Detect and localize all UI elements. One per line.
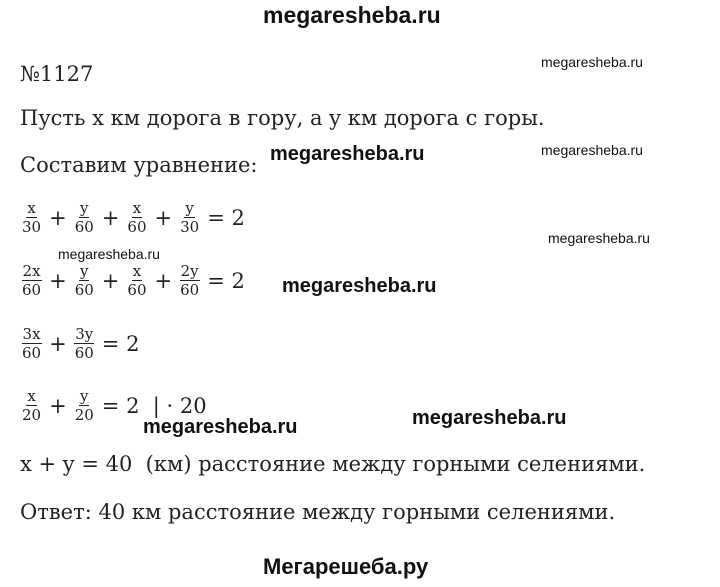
fraction: $\frac{y}{20}$ [74, 387, 94, 424]
equation-3: $\frac{3x}{60}$ + $\frac{3y}{60}$ = 2 [22, 325, 140, 362]
equation-1: $\frac{x}{30}$ + $\frac{y}{60}$ + $\frac{x}{60}$ + $\frac{y}{30}$ = 2 [22, 199, 245, 236]
fraction: $\frac{y}{60}$ [74, 199, 94, 236]
equation-2: $\frac{2x}{60}$ + $\frac{y}{60}$ + $\frac{x}{60}$ + $\frac{2y}{60}$ = 2 [22, 262, 245, 299]
fraction: $\frac{3x}{60}$ [22, 325, 42, 362]
watermark-small-3: megaresheba.ru [548, 230, 650, 246]
fraction: $\frac{2y}{60}$ [180, 262, 200, 299]
fraction: $\frac{x}{60}$ [127, 262, 147, 299]
watermark-small-2: megaresheba.ru [541, 142, 643, 158]
footer-brand: Мегарешеба.ру [263, 554, 429, 579]
watermark-bold-3: megaresheba.ru [412, 407, 567, 429]
fraction: $\frac{y}{60}$ [74, 262, 94, 299]
watermark-bold-1: megaresheba.ru [270, 143, 425, 165]
answer-text: Ответ: 40 км расстояние между горными селениями. [20, 500, 616, 524]
intro-text: Пусть x км дорога в гору, а y км дорога с горы. [20, 106, 545, 130]
watermark-bold-2: megaresheba.ru [282, 275, 437, 297]
task-number: №1127 [20, 62, 94, 86]
header-watermark: megaresheba.ru [263, 2, 441, 28]
result-text: x + y = 40 (км) расстояние между горными селениями. [20, 452, 646, 476]
compose-text: Составим уравнение: [20, 153, 258, 177]
watermark-small-4: megaresheba.ru [58, 246, 160, 262]
watermark-small-1: megaresheba.ru [541, 54, 643, 70]
fraction: $\frac{x}{60}$ [127, 199, 147, 236]
equation-4: $\frac{x}{20}$ + $\frac{y}{20}$ = 2 | · 20 [22, 387, 207, 424]
fraction: $\frac{3y}{60}$ [74, 325, 94, 362]
fraction: $\frac{y}{30}$ [180, 199, 200, 236]
fraction: $\frac{x}{20}$ [22, 387, 42, 424]
watermark-bold-4: megaresheba.ru [143, 416, 298, 438]
fraction: $\frac{x}{30}$ [22, 199, 42, 236]
fraction: $\frac{2x}{60}$ [22, 262, 42, 299]
